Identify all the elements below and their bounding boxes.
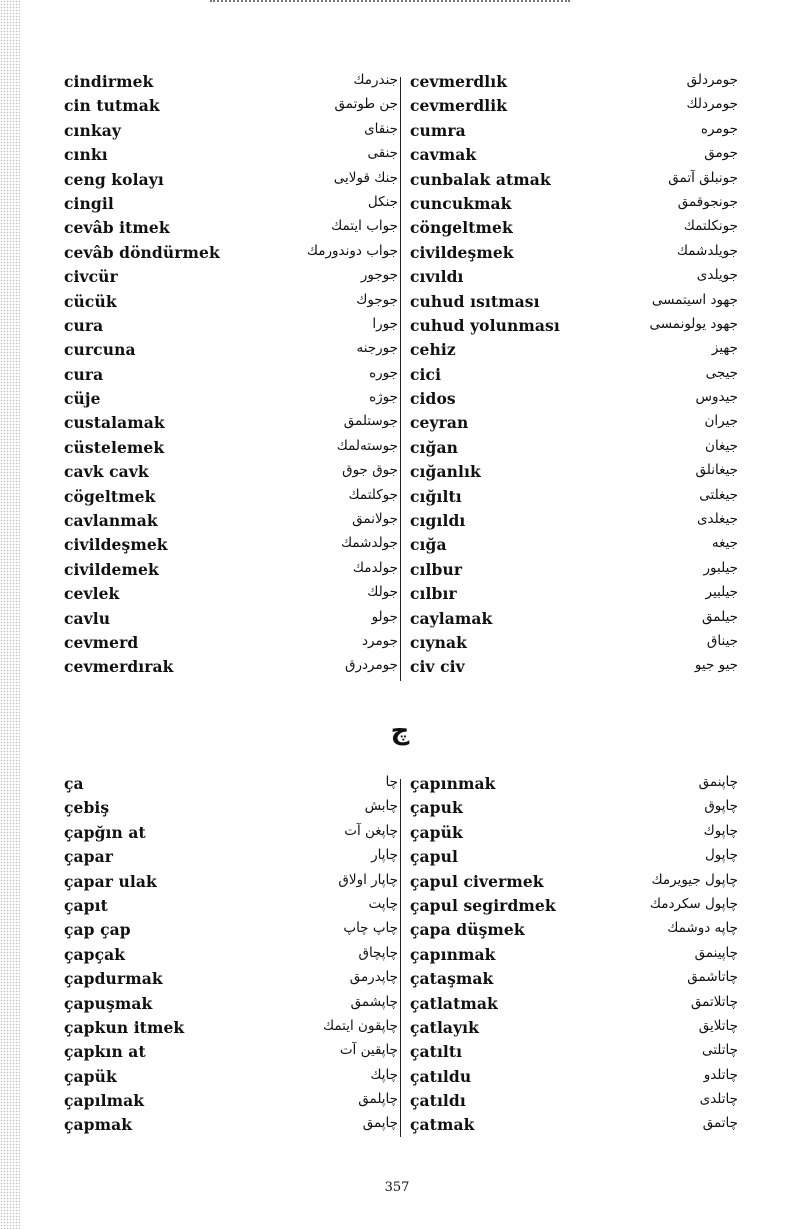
headword: cınkı bbox=[64, 145, 108, 165]
dictionary-entry bbox=[64, 583, 400, 607]
dictionary-entry bbox=[64, 144, 400, 168]
headword: cevmerdlik bbox=[410, 96, 508, 116]
headword: çapılmak bbox=[64, 1091, 145, 1111]
ottoman-script: چاپوق bbox=[704, 798, 738, 815]
headword: çapkun itmek bbox=[64, 1017, 185, 1037]
headword: cevâb itmek bbox=[64, 218, 170, 238]
ottoman-script: جهيز bbox=[711, 340, 738, 357]
dictionary-entry bbox=[408, 1041, 738, 1065]
ottoman-script: جيغانلق bbox=[695, 462, 738, 479]
column-right bbox=[408, 71, 738, 681]
ottoman-script: چاپمق bbox=[362, 1115, 398, 1132]
headword: çapınmak bbox=[410, 944, 496, 964]
dictionary-entry bbox=[64, 437, 400, 461]
headword: cumra bbox=[410, 120, 466, 140]
headword: çapük bbox=[410, 822, 463, 842]
headword: çatıldı bbox=[410, 1091, 466, 1111]
dictionary-entry bbox=[408, 656, 738, 680]
dictionary-entry bbox=[408, 144, 738, 168]
headword: cevlek bbox=[64, 584, 120, 604]
headword: cuhud yolunması bbox=[410, 315, 560, 335]
ottoman-script: جوجور bbox=[360, 267, 398, 284]
entries-block-c bbox=[0, 71, 800, 691]
dictionary-entry bbox=[408, 822, 738, 846]
ottoman-script: چاپار اولاق bbox=[338, 871, 398, 888]
dictionary-entry bbox=[408, 169, 738, 193]
ottoman-script: جوجوك bbox=[356, 291, 398, 308]
ottoman-script: جولانمق bbox=[352, 511, 398, 528]
headword: cingil bbox=[64, 193, 114, 213]
ottoman-script: چاتلدی bbox=[699, 1091, 738, 1108]
headword: çap çap bbox=[64, 920, 131, 940]
dictionary-entry bbox=[64, 364, 400, 388]
page-number: 357 bbox=[384, 1180, 410, 1195]
dictionary-entry bbox=[408, 846, 738, 870]
ottoman-script: چاپچاق bbox=[358, 944, 398, 961]
dictionary-entry bbox=[408, 773, 738, 797]
ottoman-script: چاپول bbox=[705, 847, 738, 864]
ottoman-script: جنكل bbox=[367, 193, 398, 210]
headword: cılbur bbox=[410, 559, 463, 579]
headword: cavmak bbox=[410, 145, 477, 165]
headword: çapdurmak bbox=[64, 969, 163, 989]
headword: cevmerdlık bbox=[410, 72, 508, 91]
headword: çapuşmak bbox=[64, 993, 153, 1013]
dictionary-entry bbox=[408, 1017, 738, 1041]
ottoman-script: چاپغن آت bbox=[344, 822, 398, 839]
ottoman-script: جولو bbox=[371, 608, 398, 625]
headword: cunbalak atmak bbox=[410, 169, 551, 189]
ottoman-script: جونبلق آتمق bbox=[668, 169, 738, 186]
ottoman-script: جومردرق bbox=[344, 657, 398, 674]
headword: cavk cavk bbox=[64, 462, 149, 482]
headword: çapmak bbox=[64, 1115, 133, 1135]
ottoman-script: چاپك bbox=[370, 1066, 398, 1083]
ottoman-script: چاپول سكردمك bbox=[649, 895, 738, 912]
ottoman-script: چاتمق bbox=[702, 1115, 738, 1132]
headword: cögeltmek bbox=[64, 486, 156, 506]
ottoman-script: جيران bbox=[704, 413, 738, 430]
column-divider bbox=[400, 77, 401, 681]
headword: çataşmak bbox=[410, 969, 494, 989]
ottoman-script: جونكلتمك bbox=[683, 218, 738, 235]
headword: ceng kolayı bbox=[64, 169, 164, 189]
ottoman-script: جومره bbox=[700, 120, 738, 137]
dictionary-entry bbox=[64, 534, 400, 558]
ottoman-script: چاپقین آت bbox=[339, 1042, 398, 1059]
headword: cınkay bbox=[64, 120, 121, 140]
headword: çapul bbox=[410, 847, 458, 867]
headword: cidos bbox=[410, 389, 456, 409]
dictionary-entry bbox=[64, 510, 400, 534]
dictionary-entry bbox=[64, 656, 400, 680]
headword: çapar ulak bbox=[64, 871, 157, 891]
dictionary-entry bbox=[408, 1090, 738, 1114]
ottoman-script: چابش bbox=[364, 798, 398, 815]
ottoman-script: چاپوك bbox=[703, 822, 738, 839]
dictionary-entry bbox=[64, 895, 400, 919]
ottoman-script: جهود اسيتمسی bbox=[651, 291, 738, 308]
dictionary-entry bbox=[408, 608, 738, 632]
dictionary-entry bbox=[64, 559, 400, 583]
ottoman-script: جواب ایتمك bbox=[331, 218, 398, 235]
ottoman-script: چاتلدو bbox=[703, 1066, 738, 1083]
ottoman-script: جيلبور bbox=[703, 559, 738, 576]
dictionary-entry bbox=[408, 1114, 738, 1138]
column-left bbox=[64, 773, 400, 1139]
section-letter: چ bbox=[390, 716, 410, 746]
headword: civ civ bbox=[410, 657, 465, 677]
headword: çapuk bbox=[410, 798, 463, 818]
ottoman-script: جورجنه bbox=[356, 340, 398, 357]
headword: civildeşmek bbox=[64, 535, 168, 555]
ottoman-script: چاپقون ایتمك bbox=[323, 1017, 398, 1034]
dictionary-entry bbox=[64, 822, 400, 846]
dictionary-entry bbox=[64, 169, 400, 193]
ottoman-script: جيدوس bbox=[695, 389, 738, 406]
ottoman-script: جومق bbox=[704, 145, 738, 162]
dictionary-entry bbox=[408, 486, 738, 510]
ottoman-script: جيلبير bbox=[705, 584, 738, 601]
dictionary-entry bbox=[408, 534, 738, 558]
headword: ça bbox=[64, 774, 84, 793]
ottoman-script: جوكلتمك bbox=[348, 486, 398, 503]
dictionary-entry bbox=[64, 193, 400, 217]
dictionary-entry bbox=[64, 291, 400, 315]
headword: cıynak bbox=[410, 632, 467, 652]
entries-block-ch bbox=[0, 773, 800, 1143]
headword: cığa bbox=[410, 535, 447, 555]
ottoman-script: چاتاشمق bbox=[687, 969, 738, 986]
dictionary-entry bbox=[408, 919, 738, 943]
headword: çapçak bbox=[64, 944, 126, 964]
dictionary-entry bbox=[408, 632, 738, 656]
ottoman-script: چاپت bbox=[368, 895, 398, 912]
dictionary-entry bbox=[64, 944, 400, 968]
ottoman-script: چاپ چاپ bbox=[343, 920, 398, 937]
dictionary-entry bbox=[408, 95, 738, 119]
headword: cüje bbox=[64, 389, 101, 409]
headword: çatıldu bbox=[410, 1066, 472, 1086]
ottoman-script: جيغلدی bbox=[696, 511, 738, 528]
ottoman-script: چاپه دوشمك bbox=[667, 920, 738, 937]
dictionary-entry bbox=[408, 437, 738, 461]
dictionary-entry bbox=[64, 1017, 400, 1041]
ottoman-script: جونجوقمق bbox=[677, 193, 738, 210]
headword: çapğın at bbox=[64, 822, 146, 842]
headword: cıgıldı bbox=[410, 511, 466, 531]
dictionary-entry bbox=[408, 266, 738, 290]
headword: cici bbox=[410, 364, 442, 384]
headword: çatıltı bbox=[410, 1042, 463, 1062]
column-left bbox=[64, 71, 400, 681]
headword: çapıt bbox=[64, 895, 108, 915]
headword: ceyran bbox=[410, 413, 469, 433]
dictionary-entry bbox=[64, 846, 400, 870]
ottoman-script: جولدمك bbox=[352, 559, 398, 576]
headword: çapük bbox=[64, 1066, 117, 1086]
dictionary-entry bbox=[64, 1114, 400, 1138]
headword: cığıltı bbox=[410, 486, 462, 506]
ottoman-script: جواب دوندورمك bbox=[306, 242, 398, 259]
headword: cura bbox=[64, 315, 104, 335]
headword: cücük bbox=[64, 291, 117, 311]
ottoman-script: چاپينمق bbox=[694, 944, 738, 961]
headword: cöngeltmek bbox=[410, 218, 513, 238]
headword: çapar bbox=[64, 847, 114, 867]
headword: cılbır bbox=[410, 584, 457, 604]
ottoman-script: جهود يولونمسی bbox=[649, 315, 738, 332]
dictionary-entry bbox=[408, 193, 738, 217]
headword: cavlanmak bbox=[64, 511, 158, 531]
ottoman-script: جيلمق bbox=[702, 608, 738, 625]
headword: çapul segirdmek bbox=[410, 895, 556, 915]
top-dotted-rule bbox=[210, 0, 570, 8]
ottoman-script: جومرد bbox=[361, 632, 398, 649]
ottoman-script: چاپلمق bbox=[358, 1091, 398, 1108]
dictionary-entry bbox=[64, 632, 400, 656]
headword: çapa düşmek bbox=[410, 920, 525, 940]
ottoman-script: جندرمك bbox=[353, 72, 398, 88]
headword: cevmerdırak bbox=[64, 657, 174, 677]
dictionary-entry bbox=[408, 559, 738, 583]
headword: cavlu bbox=[64, 608, 111, 628]
headword: cuhud ısıtması bbox=[410, 291, 540, 311]
dictionary-entry bbox=[64, 315, 400, 339]
ottoman-script: جوستەلمك bbox=[336, 437, 398, 454]
headword: cindirmek bbox=[64, 72, 154, 91]
dictionary-entry bbox=[64, 1090, 400, 1114]
ottoman-script: چاتلتی bbox=[701, 1042, 738, 1059]
ottoman-script: جنقای bbox=[364, 120, 398, 137]
dictionary-entry bbox=[64, 71, 400, 95]
ottoman-script: چاپول جيويرمك bbox=[651, 871, 738, 888]
headword: çapınmak bbox=[410, 774, 496, 793]
dictionary-entry bbox=[408, 871, 738, 895]
ottoman-script: جيغان bbox=[705, 437, 738, 454]
ottoman-script: جولك bbox=[367, 584, 398, 601]
ottoman-script: جومردلق bbox=[686, 72, 738, 88]
dictionary-entry bbox=[408, 120, 738, 144]
headword: cıvıldı bbox=[410, 267, 464, 287]
headword: civcür bbox=[64, 267, 118, 287]
headword: çebiş bbox=[64, 798, 110, 818]
dictionary-entry bbox=[408, 339, 738, 363]
ottoman-script: چاپدرمق bbox=[349, 969, 398, 986]
dictionary-entry bbox=[64, 919, 400, 943]
dictionary-entry bbox=[408, 242, 738, 266]
ottoman-script: جيغلتی bbox=[699, 486, 738, 503]
ottoman-script: جويلدشمك bbox=[676, 242, 738, 259]
headword: çatlayık bbox=[410, 1017, 480, 1037]
ottoman-script: جويلدى bbox=[696, 267, 738, 284]
dictionary-entry bbox=[64, 797, 400, 821]
ottoman-script: چاپنمق bbox=[698, 774, 738, 790]
dictionary-entry bbox=[408, 895, 738, 919]
dictionary-entry bbox=[64, 871, 400, 895]
ottoman-script: جيناق bbox=[706, 632, 738, 649]
dictionary-entry bbox=[64, 217, 400, 241]
ottoman-script: جولدشمك bbox=[340, 535, 398, 552]
dictionary-entry bbox=[64, 242, 400, 266]
dictionary-entry bbox=[408, 461, 738, 485]
ottoman-script: جورا bbox=[372, 315, 398, 332]
dictionary-entry bbox=[64, 388, 400, 412]
dictionary-entry bbox=[408, 797, 738, 821]
headword: çatmak bbox=[410, 1115, 475, 1135]
ottoman-script: جيجی bbox=[705, 364, 738, 381]
dictionary-entry bbox=[408, 944, 738, 968]
dictionary-entry bbox=[408, 968, 738, 992]
dictionary-entry bbox=[408, 993, 738, 1017]
column-divider bbox=[400, 779, 401, 1137]
headword: cin tutmak bbox=[64, 96, 160, 116]
dictionary-entry bbox=[408, 388, 738, 412]
headword: cevmerd bbox=[64, 632, 139, 652]
dictionary-entry bbox=[64, 608, 400, 632]
headword: çapkın at bbox=[64, 1042, 146, 1062]
dictionary-entry bbox=[64, 412, 400, 436]
headword: cuncukmak bbox=[410, 193, 512, 213]
headword: cura bbox=[64, 364, 104, 384]
column-right bbox=[408, 773, 738, 1139]
headword: civildemek bbox=[64, 559, 159, 579]
ottoman-script: جيو جيو bbox=[694, 657, 738, 674]
dictionary-entry bbox=[408, 510, 738, 534]
ottoman-script: جنقی bbox=[367, 145, 398, 162]
headword: cüstelemek bbox=[64, 437, 165, 457]
dictionary-entry bbox=[64, 266, 400, 290]
ottoman-script: چا bbox=[385, 774, 398, 790]
ottoman-script: جوژه bbox=[369, 389, 398, 406]
ottoman-script: جومردلك bbox=[686, 96, 738, 113]
dictionary-entry bbox=[64, 968, 400, 992]
dictionary-entry bbox=[64, 461, 400, 485]
ottoman-script: جوره bbox=[369, 364, 398, 381]
dictionary-entry bbox=[64, 486, 400, 510]
dictionary-entry bbox=[64, 993, 400, 1017]
dictionary-entry bbox=[64, 120, 400, 144]
headword: çatlatmak bbox=[410, 993, 498, 1013]
headword: cığanlık bbox=[410, 462, 481, 482]
headword: cevâb döndürmek bbox=[64, 242, 220, 262]
dictionary-entry bbox=[408, 364, 738, 388]
dictionary-entry bbox=[64, 339, 400, 363]
ottoman-script: جنك قولایی bbox=[333, 169, 398, 186]
headword: custalamak bbox=[64, 413, 165, 433]
ottoman-script: چاپار bbox=[371, 847, 398, 864]
headword: cığan bbox=[410, 437, 458, 457]
dictionary-entry bbox=[64, 1066, 400, 1090]
dictionary-entry bbox=[408, 1066, 738, 1090]
dictionary-entry bbox=[408, 71, 738, 95]
ottoman-script: جوق جوق bbox=[342, 462, 398, 479]
dictionary-entry bbox=[64, 1041, 400, 1065]
headword: curcuna bbox=[64, 340, 136, 360]
dictionary-entry bbox=[408, 412, 738, 436]
dictionary-entry bbox=[408, 291, 738, 315]
headword: çapul civermek bbox=[410, 871, 544, 891]
headword: caylamak bbox=[410, 608, 493, 628]
dictionary-entry bbox=[408, 315, 738, 339]
ottoman-script: چاتلايق bbox=[698, 1017, 738, 1034]
dictionary-entry bbox=[64, 773, 400, 797]
ottoman-script: جن طوتمق bbox=[334, 96, 398, 113]
ottoman-script: چاتلاتمق bbox=[690, 993, 738, 1010]
ottoman-script: جيغه bbox=[711, 535, 738, 552]
dictionary-entry bbox=[408, 583, 738, 607]
headword: cehiz bbox=[410, 340, 456, 360]
headword: civildeşmek bbox=[410, 242, 514, 262]
dictionary-entry bbox=[408, 217, 738, 241]
dictionary-entry bbox=[64, 95, 400, 119]
ottoman-script: جوستلمق bbox=[343, 413, 398, 430]
ottoman-script: چاپشمق bbox=[350, 993, 398, 1010]
